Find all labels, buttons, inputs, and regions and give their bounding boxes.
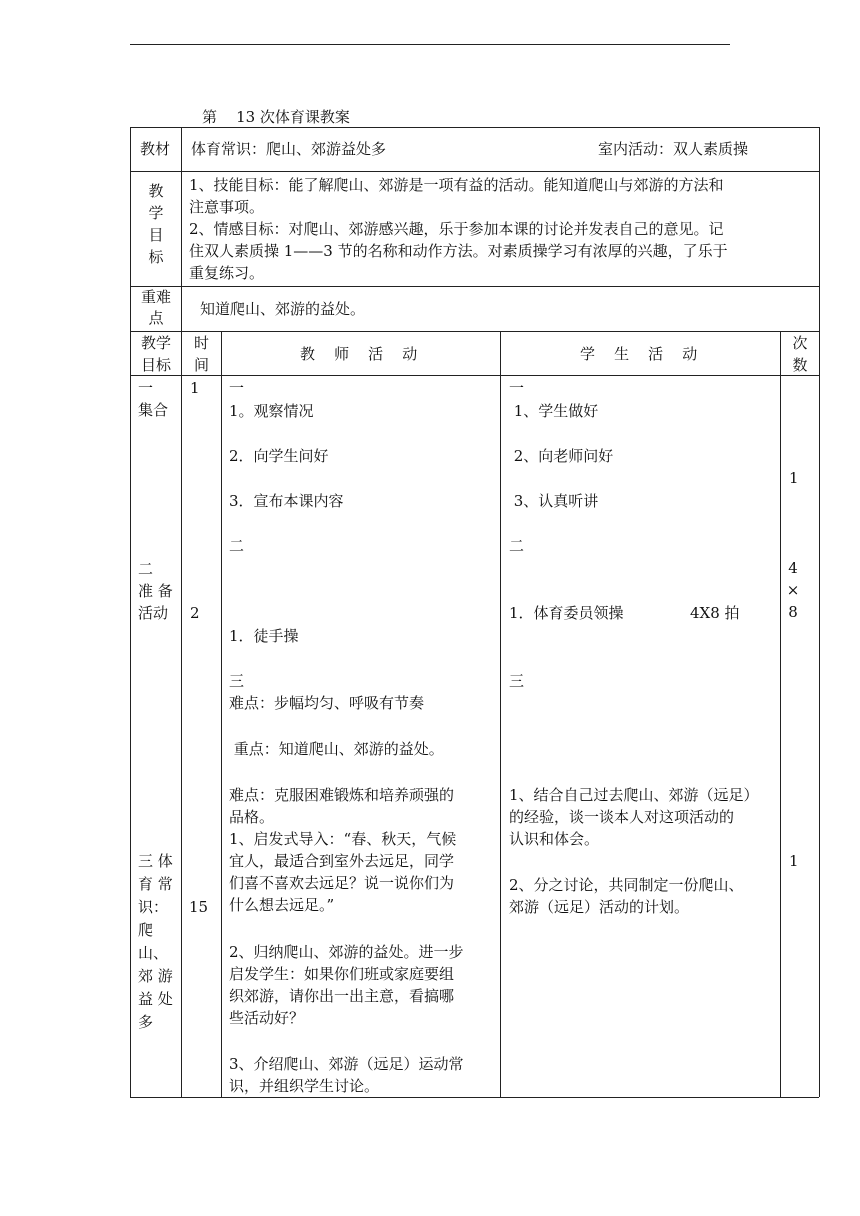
goal-section-3: 三 体 育 常 识： 爬 山、 郊 游 益 处 多 — [138, 852, 173, 1031]
table-rule-row4 — [130, 375, 819, 376]
header-teacher-activity: 教 师 活 动 — [300, 345, 418, 363]
table-border-bottom — [130, 1097, 819, 1098]
count-section-3: 1 — [789, 852, 799, 870]
student-s3-paragraph-1: 1、结合自己过去爬山、郊游（远足） 的经验，谈一谈本人对这项活动的 认识和体会。 — [509, 786, 759, 848]
materials-content: 体育常识：爬山、郊游益处多 — [191, 140, 387, 158]
table-rule-col-label — [181, 127, 182, 331]
student-s1-head: 一 — [509, 379, 525, 397]
student-s1-item-3: 3、认真听讲 — [509, 492, 599, 510]
student-s2-item: 1．体育委员领操 — [509, 604, 624, 622]
lesson-plan-title: 第 13 次体育课教案 — [202, 108, 350, 126]
teacher-s3-paragraph-1: 难点：克服困难锻炼和培养顽强的 品格。 1、启发式导入：“春、秋天，气候 宜人，最适合到室外去远足，同学 们喜不喜欢去远足？说一说你们为 什么想去远足。” — [229, 786, 457, 914]
student-s1-item-1: 1、学生做好 — [509, 402, 599, 420]
teacher-s1-item-3: 3．宣布本课内容 — [229, 492, 344, 510]
table-rule-col-time — [221, 331, 222, 1097]
header-goal: 教学 目标 — [140, 334, 171, 374]
goals-content: 1、技能目标：能了解爬山、郊游是一项有益的活动。能知道爬山与郊游的方法和 注意事项。 2、情感目标：对爬山、郊游感兴趣，乐于参加本课的讨论并发表自己的意见。记 住双人素质操 1——3 节的名称和动作方法。对素质操学习有浓厚的兴趣，了乐于 重复练习。 — [189, 176, 728, 282]
teacher-s2-head: 二 — [229, 537, 245, 555]
goal-section-1: 一 集合 — [138, 379, 169, 419]
goal-section-2: 二 准 备 活动 — [138, 560, 173, 622]
count-section-1: 1 — [789, 469, 799, 487]
student-s2-beats: 4X8 拍 — [690, 604, 740, 622]
header-rule — [130, 44, 730, 45]
indoor-activity: 室内活动：双人素质操 — [598, 140, 749, 158]
materials-label: 教材 — [140, 140, 171, 158]
header-count: 次 数 — [792, 334, 808, 374]
teacher-s3-paragraph-2: 2、归纳爬山、郊游的益处。进一步 启发学生：如果你们班或家庭要组 织郊游，请你出一出主意，看搞哪 些活动好？ — [229, 943, 464, 1027]
count-section-2: 4 × 8 — [786, 559, 800, 621]
time-section-2: 2 — [190, 604, 200, 622]
table-rule-row1 — [130, 171, 819, 172]
table-rule-col-student — [780, 331, 781, 1097]
key-point-content: 知道爬山、郊游的益处。 — [200, 300, 366, 318]
goals-label: 教 学 目 标 — [148, 182, 164, 266]
table-border-left — [130, 127, 131, 1097]
table-rule-row3 — [130, 331, 819, 332]
table-rule-row2 — [130, 286, 819, 287]
teacher-s3-key-point: 重点：知道爬山、郊游的益处。 — [229, 740, 444, 758]
time-section-3: 15 — [189, 898, 209, 916]
teacher-s3-paragraph-3: 3、介绍爬山、郊游（远足）运动常 识，并组织学生讨论。 — [229, 1055, 464, 1095]
teacher-s3-head: 三 — [229, 672, 245, 690]
table-border-right — [819, 127, 820, 1097]
table-rule-col-teacher — [500, 331, 501, 1097]
table-rule-col-goal — [181, 331, 182, 1097]
student-s3-paragraph-2: 2、分之讨论，共同制定一份爬山、 郊游（远足）活动的计划。 — [509, 876, 744, 916]
table-border-top — [130, 127, 819, 128]
key-point-label: 重难 点 — [140, 288, 171, 327]
teacher-s1-item-1: 1。观察情况 — [229, 402, 314, 420]
teacher-s1-head: 一 — [229, 379, 245, 397]
header-time: 时 间 — [193, 334, 209, 374]
teacher-s2-item: 1．徒手操 — [229, 627, 299, 645]
student-s3-head: 三 — [509, 672, 525, 690]
header-student-activity: 学 生 活 动 — [580, 345, 698, 363]
teacher-s1-item-2: 2．向学生问好 — [229, 447, 329, 465]
student-s2-head: 二 — [509, 537, 525, 555]
student-s1-item-2: 2、向老师问好 — [509, 447, 614, 465]
time-section-1: 1 — [190, 379, 200, 397]
teacher-s3-difficulty: 难点：步幅均匀、呼吸有节奏 — [229, 694, 425, 712]
